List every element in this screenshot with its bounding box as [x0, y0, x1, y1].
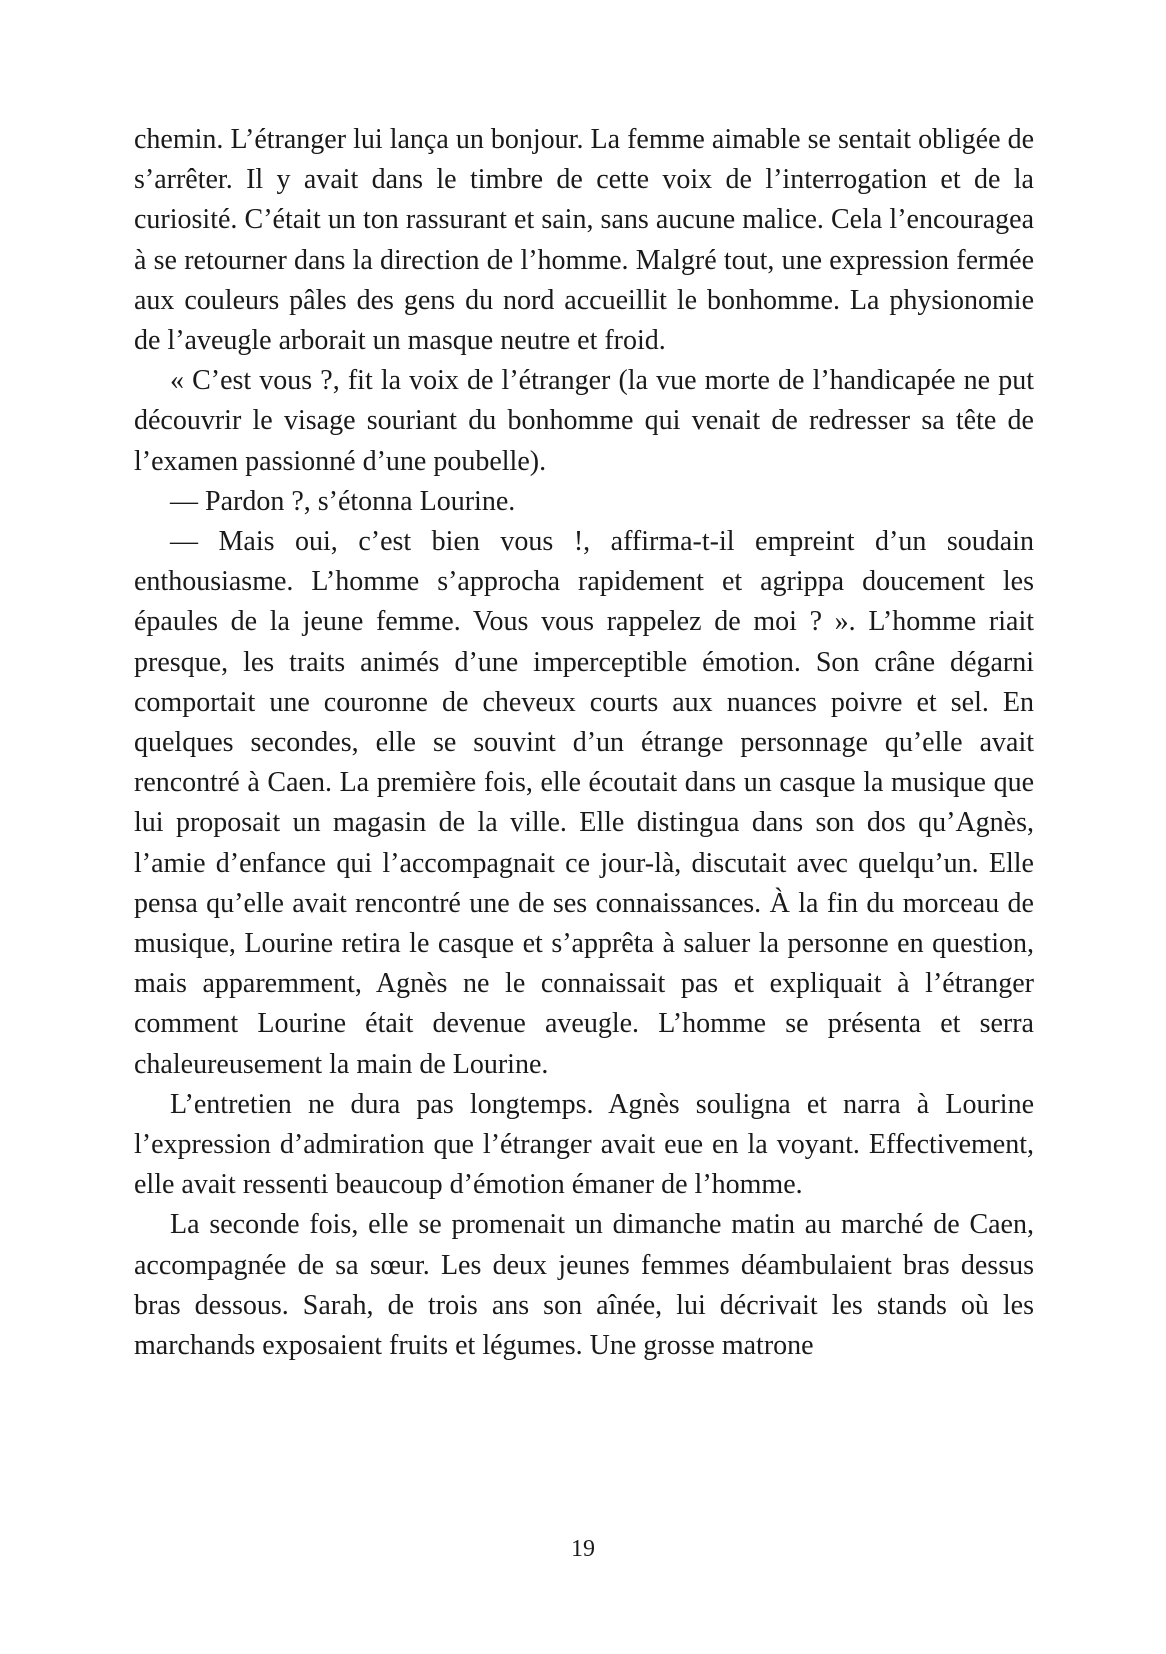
paragraph: La seconde fois, elle se promenait un dimanche matin au marché de Caen, accompagnée de sa sœur. Les deux jeunes femmes déambulaient bras dessus bras dessous. Sarah, de trois ans son aînée, lui décrivait les stands où les marchands exposaient fruits et légumes. Une grosse matrone — [134, 1209, 1034, 1362]
paragraph: — Mais oui, c’est bien vous !, affirma-t-il empreint d’un soudain enthousiasme. L’homme s’approcha rapidement et agrippa doucement les épaules de la jeune femme. Vous vous rappelez de moi ? ». L’homme riait presque, les traits animés d’une imperceptible émotion. Son crâne dégarni comportait une couronne de cheveux courts aux nuances poivre et sel. En quelques secondes, elle se souvint d’un étrange personnage qu’elle avait rencontré à Caen. La première fois, elle écoutait dans un casque la musique que lui proposait un magasin de la ville. Elle distingua dans son dos qu’Agnès, l’amie d’enfance qui l’accompagnait ce jour-là, discutait avec quelqu’un. Elle pensa qu’elle avait rencontré une de ses connaissances. À la fin du morceau de musique, Lourine retira le casque et s’apprêta à saluer la personne en question, mais apparemment, Agnès ne le connaissait pas et expliquait à l’étranger comment Lourine était devenue aveugle. L’homme se présenta et serra chaleureusement la main de Lourine. — [134, 526, 1034, 1080]
body-text — [134, 120, 1034, 1366]
page-number: 19 — [571, 1536, 595, 1562]
paragraph: — Pardon ?, s’étonna Lourine. — [170, 485, 516, 517]
paragraph: « C’est vous ?, fit la voix de l’étranger (la vue morte de l’handicapée ne put découvrir le visage souriant du bonhomme qui venait de redresser sa tête de l’examen passionné d’une poubelle). — [134, 365, 1034, 477]
paragraph: chemin. L’étranger lui lança un bonjour. La femme aimable se sentait obligée de s’arrêter. Il y avait dans le timbre de cette voix de l’interrogation et de la curiosité. C’était un ton rassurant et sain, sans aucune malice. Cela l’encouragea à se retourner dans la direction de l’homme. Malgré tout, une expression fermée aux couleurs pâles des gens du nord accueillit le bonhomme. La physionomie de l’aveugle arborait un masque neutre et froid. — [134, 124, 1034, 357]
paragraph: L’entretien ne dura pas longtemps. Agnès souligna et narra à Lourine l’expression d’admiration que l’étranger avait eue en la voyant. Effectivement, elle avait ressenti beaucoup d’émotion émaner de l’homme. — [134, 1088, 1034, 1201]
